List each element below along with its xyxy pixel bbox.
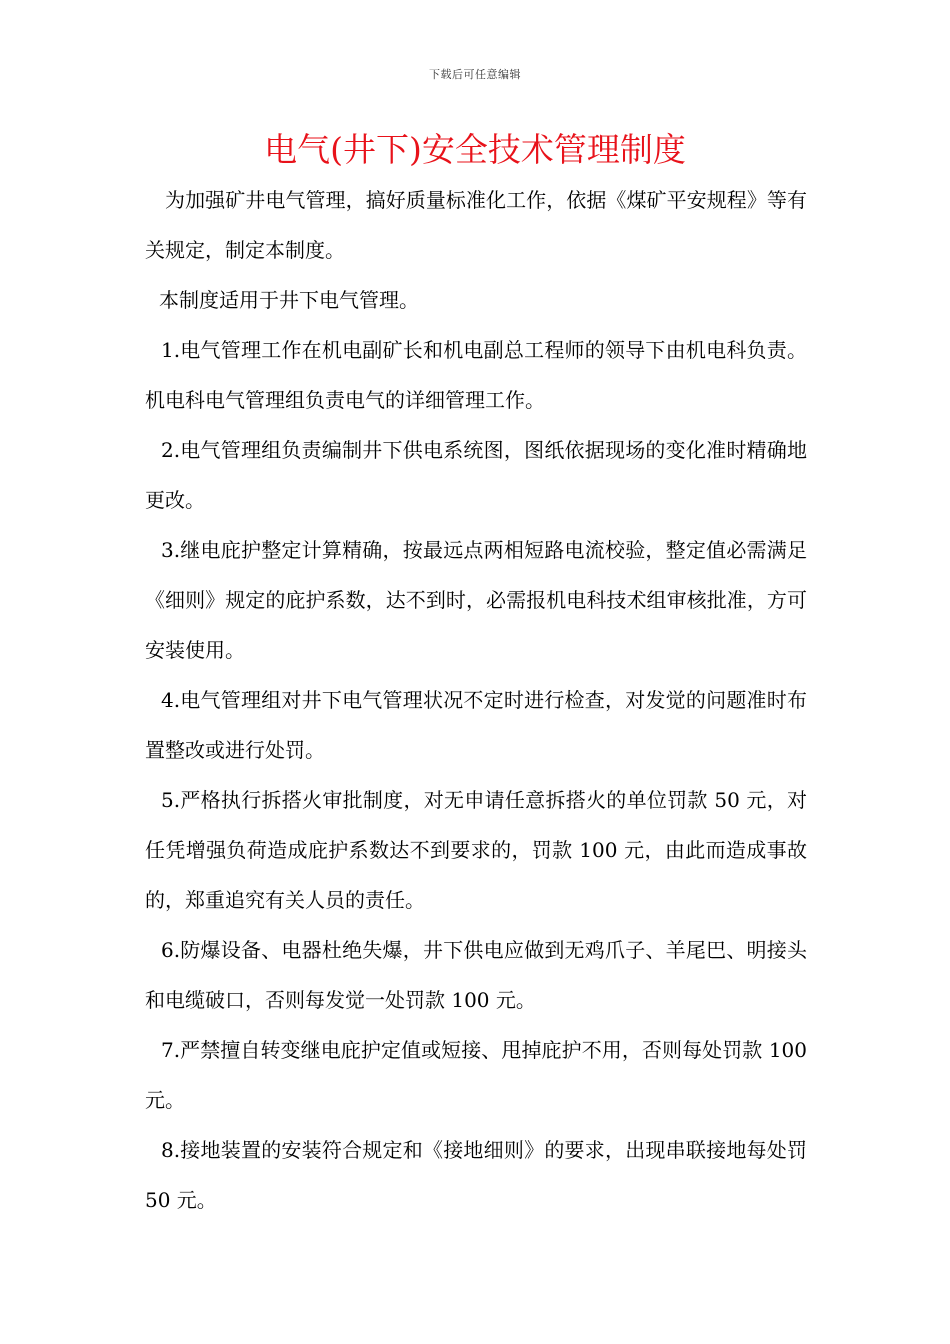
rule-item-7: 7.严禁擅自转变继电庇护定值或短接、甩掉庇护不用，否则每处罚款 100 元。 bbox=[145, 1038, 807, 1112]
scope-paragraph: 本制度适用于井下电气管理。 bbox=[159, 288, 419, 312]
rule-item-5: 5.严格执行拆搭火审批制度，对无申请任意拆搭火的单位罚款 50 元，对任凭增强负荷造成庇护系数达不到要求的，罚款 100 元，由此而造成事故的，郑重追究有关人员的责任。 bbox=[145, 788, 807, 912]
rule-item-4: 4.电气管理组对井下电气管理状况不定时进行检查，对发觉的问题准时布置整改或进行处罚。 bbox=[145, 688, 807, 762]
intro-paragraph: 为加强矿井电气管理，搞好质量标准化工作，依据《煤矿平安规程》等有关规定，制定本制度。 bbox=[145, 188, 807, 262]
rule-item-2: 2.电气管理组负责编制井下供电系统图，图纸依据现场的变化准时精确地更改。 bbox=[145, 438, 807, 512]
document-title: 电气(井下)安全技术管理制度 bbox=[264, 130, 686, 169]
rule-item-1: 1.电气管理工作在机电副矿长和机电副总工程师的领导下由机电科负责。机电科电气管理组负责电气的详细管理工作。 bbox=[145, 338, 807, 412]
rule-item-6: 6.防爆设备、电器杜绝失爆，井下供电应做到无鸡爪子、羊尾巴、明接头和电缆破口，否则每发觉一处罚款 100 元。 bbox=[145, 938, 807, 1012]
document-body bbox=[145, 175, 807, 1225]
rule-item-3: 3.继电庇护整定计算精确，按最远点两相短路电流校验，整定值必需满足《细则》规定的庇护系数，达不到时，必需报机电科技术组审核批准，方可安装使用。 bbox=[145, 538, 807, 662]
rule-item-8: 8.接地装置的安装符合规定和《接地细则》的要求，出现串联接地每处罚 50 元。 bbox=[145, 1138, 807, 1212]
page-header-note: 下载后可任意编辑 bbox=[429, 68, 521, 81]
